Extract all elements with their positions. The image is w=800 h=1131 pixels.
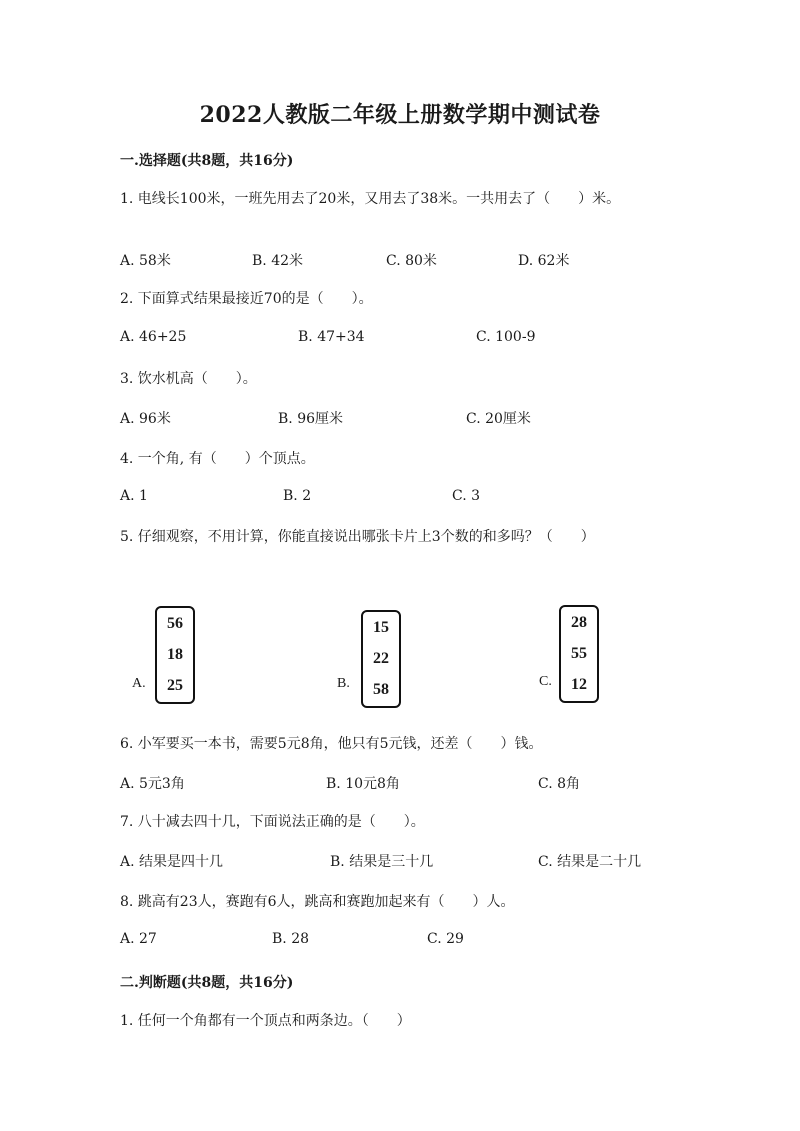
q7-option-a[interactable]: A. 结果是四十几 — [120, 854, 224, 870]
q8-option-a[interactable]: A. 27 — [120, 931, 157, 947]
card-b-label[interactable]: B. — [337, 676, 350, 691]
q6-option-a[interactable]: A. 5元3角 — [120, 776, 185, 792]
card-a-label[interactable]: A. — [132, 676, 146, 691]
question-7: 7. 八十减去四十几，下面说法正确的是（ ）。 — [120, 814, 425, 830]
q3-option-c[interactable]: C. 20厘米 — [466, 411, 531, 427]
card-c-number-1: 28 — [571, 613, 587, 631]
card-b-number-1: 15 — [373, 618, 389, 636]
question-1: 1. 电线长100米，一班先用去了20米，又用去了38米。一共用去了（ ）米。 — [120, 191, 621, 207]
card-a-number-1: 56 — [167, 614, 183, 632]
number-card-b[interactable] — [361, 610, 401, 708]
card-b-number-2: 22 — [373, 649, 389, 667]
q4-option-c[interactable]: C. 3 — [452, 488, 481, 504]
question-8: 8. 跳高有23人，赛跑有6人，跳高和赛跑加起来有（ ）人。 — [120, 894, 515, 910]
q2-option-b[interactable]: B. 47+34 — [298, 329, 365, 345]
q3-option-a[interactable]: A. 96米 — [120, 411, 171, 427]
q7-option-b[interactable]: B. 结果是三十几 — [330, 854, 434, 870]
q3-option-b[interactable]: B. 96厘米 — [278, 411, 344, 427]
card-c-number-2: 55 — [571, 644, 587, 662]
q1-option-a[interactable]: A. 58米 — [120, 253, 171, 269]
card-c-label[interactable]: C. — [539, 674, 552, 689]
q2-option-a[interactable]: A. 46+25 — [120, 329, 187, 345]
card-b-number-3: 58 — [373, 681, 389, 699]
q1-option-b[interactable]: B. 42米 — [252, 253, 304, 269]
question-2: 2. 下面算式结果最接近70的是（ ）。 — [120, 291, 373, 307]
page-title: 2022人教版二年级上册数学期中测试卷 — [199, 102, 601, 128]
q8-option-b[interactable]: B. 28 — [272, 931, 310, 947]
question-4: 4. 一个角, 有（ ）个顶点。 — [120, 451, 315, 467]
number-card-a[interactable] — [155, 606, 195, 704]
section-heading-judgement: 二.判断题(共8题，共16分) — [120, 975, 294, 991]
judgement-question-1: 1. 任何一个角都有一个顶点和两条边。（ ） — [120, 1013, 411, 1029]
question-5: 5. 仔细观察，不用计算，你能直接说出哪张卡片上3个数的和多吗？（ ） — [120, 529, 595, 545]
question-6: 6. 小军要买一本书，需要5元8角，他只有5元钱，还差（ ）钱。 — [120, 736, 543, 752]
question-3: 3. 饮水机高（ ）。 — [120, 371, 257, 387]
card-a-number-2: 18 — [167, 645, 183, 663]
number-card-c[interactable] — [559, 605, 599, 703]
q6-option-b[interactable]: B. 10元8角 — [326, 776, 400, 792]
q1-option-c[interactable]: C. 80米 — [386, 253, 437, 269]
q8-option-c[interactable]: C. 29 — [427, 931, 464, 947]
card-a-number-3: 25 — [167, 677, 183, 695]
q4-option-a[interactable]: A. 1 — [120, 488, 148, 504]
card-c-number-3: 12 — [571, 676, 587, 694]
q1-option-d[interactable]: D. 62米 — [518, 253, 570, 269]
q4-option-b[interactable]: B. 2 — [283, 488, 312, 504]
section-heading-choice: 一.选择题(共8题，共16分) — [120, 153, 294, 169]
q2-option-c[interactable]: C. 100-9 — [476, 329, 536, 345]
q7-option-c[interactable]: C. 结果是二十几 — [538, 854, 642, 870]
q6-option-c[interactable]: C. 8角 — [538, 776, 581, 792]
